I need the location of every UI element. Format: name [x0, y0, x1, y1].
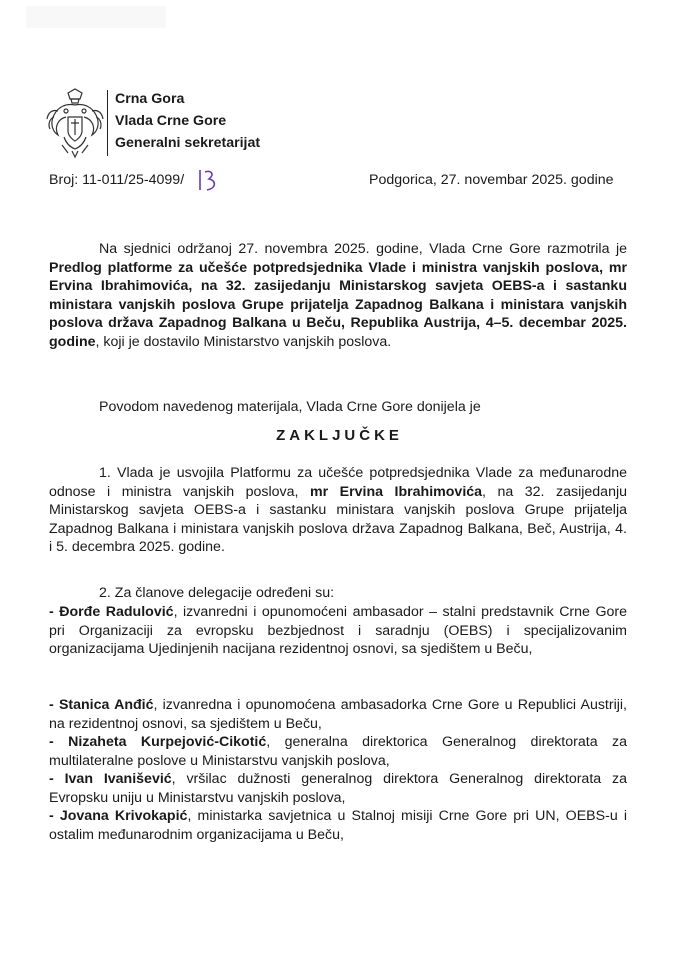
member-3-desc: , generalna direktorica Generalnog direktorata za multilateralne poslove u Ministarstvu vanjskih poslova, — [49, 734, 627, 769]
intro-text-bold: Predlog platforme za učešće potpredsjednika Vlade i ministra vanjskih poslova, mr Ervina Ibrahimovića, na 32. zasijedanju Ministarskog savjeta OEBS-a i sastanku ministara vanjskih poslova Grupe prijatelja Zapadnog Balkana i ministara vanjskih poslova država Zapadnog Balkana u Beču, Republika Austrija, 4–5. decembar 2025. godine — [49, 259, 627, 350]
header-divider — [107, 90, 108, 156]
member-3-name: Nizaheta Kurpejović-Cikotić — [68, 734, 267, 750]
member-2-name: Stanica Anđić — [58, 697, 154, 713]
point-2-intro: 2. Za članove delegacije određeni su: — [99, 585, 335, 601]
member-3: - Nizaheta Kurpejović-Cikotić, generalna direktorica Generalnog direktorata za multilateralne poslove u Ministarstvu vanjskih poslova, — [49, 734, 627, 769]
intro-paragraph — [49, 240, 627, 351]
member-4-desc: , vršilac dužnosti generalnog direktora Generalnog direktorata za Evropsku uniju u Ministarstvu vanjskih poslova, — [49, 771, 627, 806]
coat-of-arms-icon — [44, 87, 106, 159]
member-1: - Đorđe Radulović, izvanredni i opunomoćeni ambasador – stalni predstavnik Crne Gore pri Organizaciji za evropsku bezbjednost i saradnju (OEBS) i specijalizovanim organizacijama Ujedinjenih nacijana rezidentnoj osnovi, sa sjedištem u Beču, — [49, 604, 627, 657]
member-1-desc: , izvanredni i opunomoćeni ambasador – stalni predstavnik Crne Gore pri Organizaciji za evropsku bezbjednost i saradnju (OEBS) i specijalizovanim organizacijama Ujedinjenih nacijana rezidentnoj osnovi, sa sjedištem u Beču, — [49, 604, 627, 657]
member-2-desc: , izvanredna i opunomoćena ambasadorka Crne Gore u Republici Austriji, na rezidentnoj osnovi, sa sjedištem u Beču, — [49, 697, 627, 732]
intro-decision: Povodom navedenog materijala, Vlada Crne Gore donijela je — [99, 399, 481, 415]
member-5-name: Jovana Krivokapić — [59, 808, 188, 824]
member-5: - Jovana Krivokapić, ministarka savjetnica u Stalnoj misiji Crne Gore pri UN, OEBS-u i ostalim međunarodnim organizacijama u Beču, — [49, 808, 627, 843]
header-country: Crna Gora — [115, 91, 185, 107]
member-4-name: Ivan Ivanišević — [64, 771, 172, 787]
header-government: Vlada Crne Gore — [115, 113, 227, 129]
conclusions-title: ZAKLJUČKE — [276, 427, 403, 444]
point-1 — [49, 464, 627, 557]
member-2: - Stanica Anđić, izvanredna i opunomoćena ambasadorka Crne Gore u Republici Austriji, na rezidentnoj osnovi, sa sjedištem u Beču, — [49, 697, 627, 732]
member-1-name: Đorđe Radulović — [59, 604, 174, 620]
member-5-desc: , ministarka savjetnica u Stalnoj misiji Crne Gore pri UN, OEBS-u i ostalim međunarodnim organizacijama u Beču, — [49, 808, 627, 843]
place-and-date: Podgorica, 27. novembar 2025. godine — [369, 172, 614, 188]
point-1-text-a: 1. Vlada je usvojila Platformu za učešće potpredsjednika Vlade za međunarodne odnose i ministra vanjskih poslova, — [49, 465, 627, 500]
member-4: - Ivan Ivanišević, vršilac dužnosti generalnog direktora Generalnog direktorata za Evropsku uniju u Ministarstvu vanjskih poslova, — [49, 771, 627, 806]
handwritten-annotation — [197, 168, 221, 194]
point-1-name: mr Ervina Ibrahimovića — [310, 483, 483, 500]
point-1-text-b: , na 32. zasijedanju Ministarskog savjeta OEBS-a i sastanku ministara vanjskih poslova Grupe prijatelja Zapadnog Balkana i ministara vanjskih poslova država Zapadnog Balkana, Beč, Austrija, 4. i 5. decembra 2025. godine. — [49, 483, 627, 555]
intro-text-a: Na sjednici održanoj 27. novembra 2025. godine, Vlada Crne Gore razmotrila je — [99, 241, 627, 257]
intro-text-b: , koji je dostavilo Ministarstvo vanjskih poslova. — [95, 333, 392, 350]
faint-stamp-mark — [26, 6, 166, 28]
header-secretariat: Generalni sekretarijat — [115, 135, 261, 151]
reference-number: Broj: 11-011/25-4099/ — [49, 172, 185, 188]
